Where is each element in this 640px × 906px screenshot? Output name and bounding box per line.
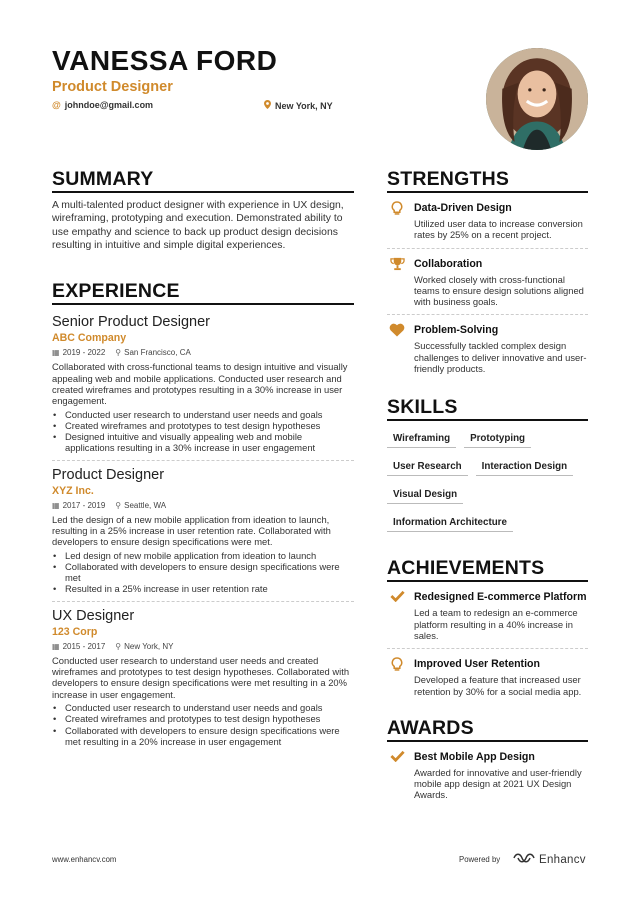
- right-column: [387, 168, 588, 801]
- job-entry: [52, 607, 354, 747]
- page-footer: [52, 852, 588, 868]
- awards-section: [387, 717, 588, 801]
- trophy-icon: [389, 257, 405, 273]
- checkmark-icon: [389, 590, 405, 606]
- experience-heading: EXPERIENCE: [52, 280, 354, 305]
- experience-section: [52, 280, 354, 747]
- job-entry: [52, 313, 354, 460]
- achievement-title: Improved User Retention: [414, 658, 540, 671]
- map-pin-icon: [264, 100, 271, 111]
- at-icon: @: [52, 100, 61, 110]
- strengths-section: [387, 168, 588, 374]
- skill-tag: Wireframing: [387, 429, 456, 448]
- job-bullet: • Led design of new mobile application from ideation to launch: [52, 550, 354, 561]
- strengths-heading: STRENGTHS: [387, 168, 588, 193]
- company-name: XYZ Inc.: [52, 484, 94, 497]
- candidate-role: Product Designer: [52, 79, 173, 95]
- brand-name: Enhancv: [539, 853, 586, 866]
- strength-item: [387, 257, 588, 316]
- company-name: 123 Corp: [52, 625, 98, 638]
- location-contact: [264, 100, 333, 111]
- job-bullet: • Conducted user research to understand user needs and goals: [52, 702, 354, 713]
- lightbulb-icon: [389, 657, 405, 673]
- job-bullet: • Conducted user research to understand user needs and goals: [52, 409, 354, 420]
- job-title: Senior Product Designer: [52, 314, 210, 331]
- powered-by-label: Powered by: [459, 855, 501, 864]
- footer-website-link[interactable]: www.enhancv.com: [52, 855, 117, 864]
- skills-section: [387, 396, 588, 541]
- job-dates: [52, 501, 105, 511]
- skills-heading: SKILLS: [387, 396, 588, 421]
- enhancv-logo-icon: [513, 852, 535, 867]
- job-bullets: [52, 550, 354, 595]
- calendar-icon: ▦: [52, 500, 60, 510]
- strength-title: Collaboration: [414, 257, 483, 270]
- job-dates: [52, 348, 105, 358]
- skill-tag: Information Architecture: [387, 513, 513, 532]
- divider: [387, 248, 588, 249]
- company-name: ABC Company: [52, 332, 127, 345]
- awards-heading: AWARDS: [387, 717, 588, 742]
- calendar-icon: ▦: [52, 348, 60, 358]
- profile-photo: [486, 48, 588, 150]
- job-location-text: San Francisco, CA: [124, 348, 191, 358]
- job-meta: [52, 348, 354, 358]
- job-bullets: [52, 702, 354, 747]
- job-meta: [52, 642, 354, 652]
- achievement-text: Developed a feature that increased user retention by 30% for a social media app.: [414, 674, 582, 697]
- summary-section: [52, 168, 354, 252]
- award-text: Awarded for innovative and user-friendly mobile app design at 2021 UX Design Awards.: [414, 766, 582, 801]
- divider: [52, 601, 354, 602]
- strength-text: Worked closely with cross-functional teams to ensure design solutions aligned with business goals.: [414, 273, 584, 308]
- brand-logo[interactable]: [513, 852, 586, 867]
- strength-title: Data-Driven Design: [414, 202, 512, 214]
- job-dates-text: 2017 - 2019: [62, 500, 106, 510]
- strength-text: Utilized user data to increase conversion rates by 25% on a recent project.: [414, 218, 583, 241]
- achievement-title: Redesigned E-commerce Platform: [414, 591, 587, 604]
- summary-text: A multi-talented product designer with experience in UX design, wireframing, prototyping and execution. Demonstrated ability to use empathy and science to back up product design decisions resulting in intuitive and simple digital experiences.: [52, 200, 344, 251]
- job-bullets: [52, 409, 354, 454]
- job-bullet: • Collaborated with developers to ensure design specifications were met: [52, 561, 354, 583]
- skill-tag: Interaction Design: [476, 457, 573, 476]
- job-entry: [52, 466, 354, 602]
- award-item: [387, 750, 588, 801]
- divider: [387, 648, 588, 649]
- job-description: Conducted user research to understand user needs and created wireframes and prototypes to test design hypotheses. Collaborated with developers to ensure design specifications were met resulting in a 20% increase in user engagement.: [52, 654, 350, 700]
- job-bullet: • Created wireframes and prototypes to test design hypotheses: [52, 420, 354, 431]
- job-meta: [52, 501, 354, 511]
- job-bullet: • Created wireframes and prototypes to test design hypotheses: [52, 713, 354, 724]
- skill-tag: Visual Design: [387, 485, 463, 504]
- lightbulb-icon: [389, 201, 405, 217]
- job-description: Led the design of a new mobile application from ideation to launch, resulting in a 25% increase in user retention rate. Collaborated with developers to ensure design specifications were met.: [52, 513, 331, 548]
- email-contact[interactable]: [52, 100, 153, 110]
- map-pin-icon: ⚲: [115, 348, 122, 358]
- achievement-item: [387, 590, 588, 649]
- skill-tag: User Research: [387, 457, 468, 476]
- job-title: UX Designer: [52, 607, 135, 624]
- left-column: [52, 168, 354, 747]
- contact-info: [52, 100, 472, 114]
- calendar-icon: ▦: [52, 641, 60, 651]
- map-pin-icon: ⚲: [115, 500, 122, 510]
- job-location: [115, 348, 191, 358]
- divider: [387, 314, 588, 315]
- job-title: Product Designer: [52, 466, 165, 483]
- job-dates: [52, 642, 105, 652]
- job-location: [115, 642, 173, 652]
- achievements-section: [387, 557, 588, 696]
- job-dates-text: 2015 - 2017: [62, 641, 106, 651]
- job-dates-text: 2019 - 2022: [62, 348, 106, 358]
- job-location-text: Seattle, WA: [124, 500, 167, 510]
- job-bullet: • Designed intuitive and visually appealing web and mobile applications resulting in a 30% increase in user engagement: [52, 431, 354, 453]
- job-description: Collaborated with cross-functional teams to design intuitive and visually appealing web and mobile applications. Conducted user research and created wireframes and prototypes resulting in a 30% increase in user engagement.: [52, 361, 348, 407]
- skill-tag: Prototyping: [464, 429, 531, 448]
- resume-header: [52, 44, 472, 114]
- job-location: [115, 501, 166, 511]
- achievement-item: [387, 657, 588, 697]
- achievements-heading: ACHIEVEMENTS: [387, 557, 588, 582]
- checkmark-icon: [389, 750, 405, 766]
- strength-item: [387, 201, 588, 249]
- divider: [52, 460, 354, 461]
- strength-item: [387, 323, 588, 374]
- strength-text: Successfully tackled complex design challenges to deliver innovative and user-friendly products.: [414, 340, 587, 375]
- map-pin-icon: ⚲: [115, 641, 122, 651]
- award-title: Best Mobile App Design: [414, 750, 535, 763]
- job-location-text: New York, NY: [124, 641, 174, 651]
- strength-title: Problem-Solving: [414, 324, 499, 337]
- candidate-name: VANESSA FORD: [52, 45, 278, 76]
- job-bullet: • Collaborated with developers to ensure design specifications were met resulting in a 20% increase in user engagement: [52, 725, 354, 747]
- achievement-text: Led a team to redesign an e-commerce platform resulting in a 40% increase in sales.: [414, 607, 578, 641]
- location-text: New York, NY: [275, 100, 333, 111]
- job-bullet: • Resulted in a 25% increase in user retention rate: [52, 583, 354, 594]
- email-text[interactable]: johndoe@gmail.com: [64, 100, 154, 110]
- summary-heading: SUMMARY: [52, 168, 354, 193]
- skills-list: [387, 429, 588, 541]
- heart-icon: [389, 323, 405, 339]
